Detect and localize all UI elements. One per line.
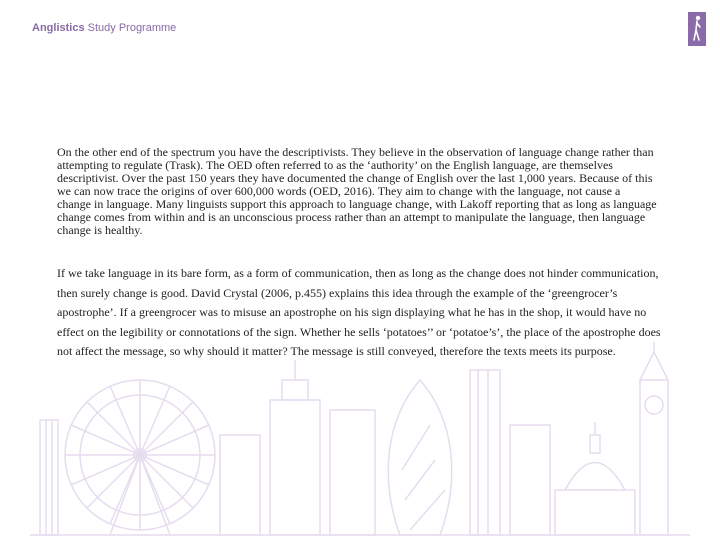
figure-logo-icon <box>688 12 706 46</box>
city-skyline-illustration <box>0 340 720 540</box>
content-paragraph-1 <box>57 146 657 237</box>
header-bold-text: Anglistics <box>32 22 85 34</box>
content-paragraph-2 <box>57 264 662 362</box>
header-rest-text: Study Programme <box>87 22 177 34</box>
header-programme-title <box>32 22 176 34</box>
paragraph-2-text: If we take language in its bare form, as a form of communication, then as long as the change does not hinder communication, then surely change is good. David Crystal (2006, p.455) explains this idea through the example of the ‘greengrocer’s apostrophe’. If a greengrocer was to misuse an apostrophe on his sign displaying what he has in the shop, it would have no effect on the legibility or connotations of the sign. Whether he sells ‘potatoes’’ or ‘potatoe’s’, the place of the apostrophe does not affect the message, so why should it matter? The message is still conveyed, therefore the texts meets its purpose. <box>57 266 661 358</box>
paragraph-1-text: On the other end of the spectrum you have the descriptivists. They believe in the observation of language change rather than attempting to regulate (Trask). The OED often referred to as the ‘authority’ on the English language, are themselves descriptivist. Over the past 150 years they have documented the change of English over the last 1,000 years. Because of this we can now trace the origins of over 600,000 words (OED, 2016). They aim to change with the language, not cause a change in language. Many linguists support this approach to language change, with Lakoff reporting that as long as language change comes from within and is an unconscious process rather than an attempt to manipulate the language, then language change is healthy. <box>57 145 657 237</box>
